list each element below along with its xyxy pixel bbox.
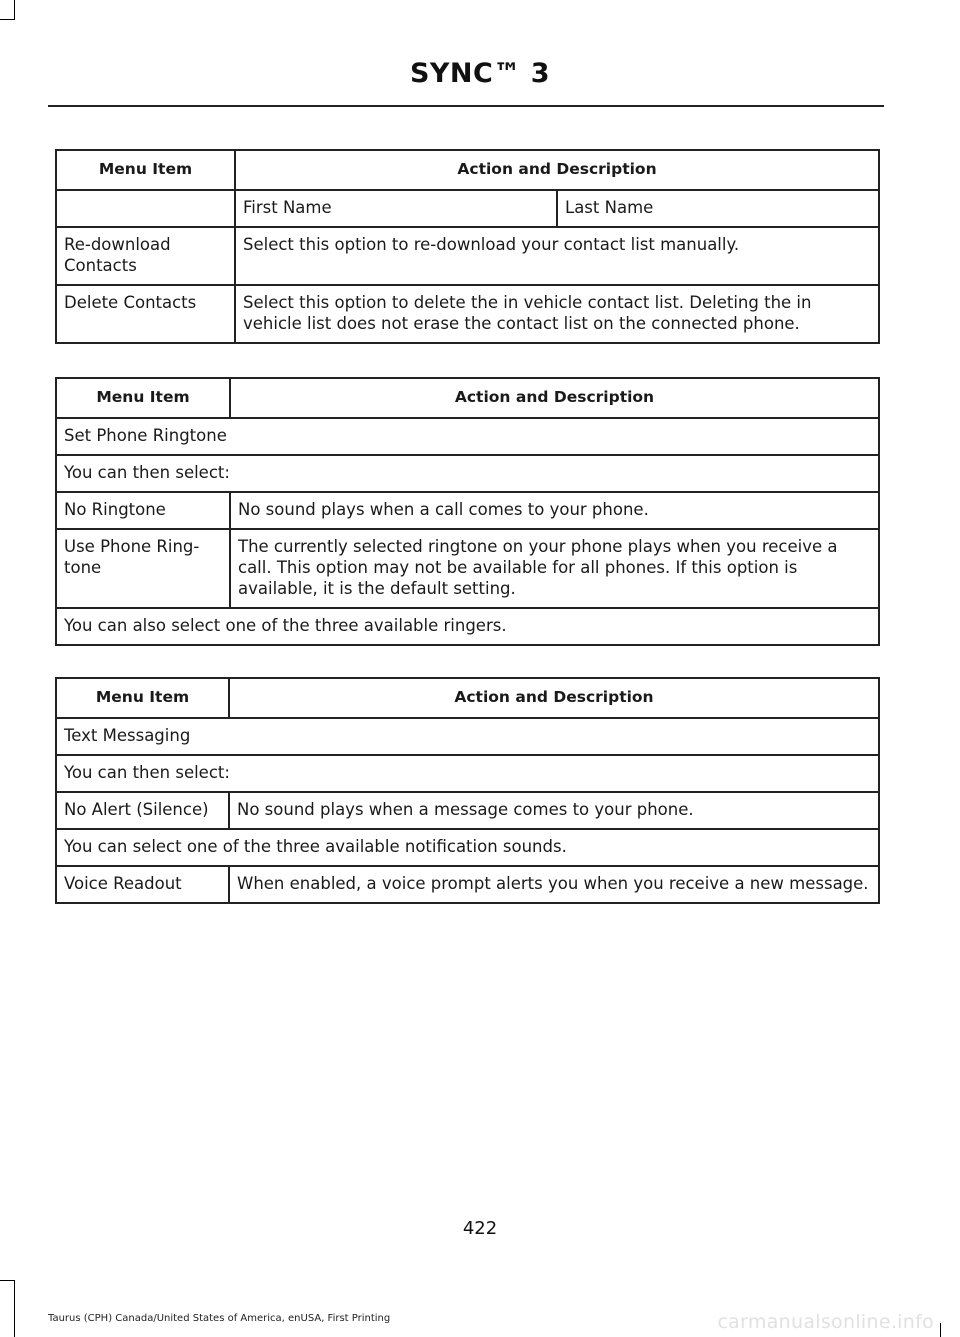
description-cell: The currently selected ringtone on your phone plays when you receive a call. This option may not be available for all phones. If this option is available, it is the default setting. xyxy=(230,529,879,608)
table-header-row xyxy=(56,678,879,718)
note-cell: You can also select one of the three available ringers. xyxy=(56,608,879,645)
watermark: carmanualsonline.info xyxy=(717,1311,934,1333)
menu-item-cell: Delete Contacts xyxy=(56,285,235,343)
page-number: 422 xyxy=(462,1218,498,1239)
table-row xyxy=(56,792,879,829)
footer-print-info: Taurus (CPH) Canada/United States of America, enUSA, First Printing xyxy=(48,1313,391,1324)
table-row xyxy=(56,455,879,492)
sort-option-last-name: Last Name xyxy=(557,190,879,227)
select-prompt-cell: You can then select: xyxy=(56,455,879,492)
table-row xyxy=(56,755,879,792)
column-header-action: Action and Description xyxy=(230,378,879,418)
table-row xyxy=(56,285,879,343)
header-divider xyxy=(48,105,884,107)
description-cell: No sound plays when a message comes to your phone. xyxy=(229,792,879,829)
column-header-menu-item: Menu Item xyxy=(56,150,235,190)
menu-item-cell: No Alert (Silence) xyxy=(56,792,229,829)
menu-item-cell: Re-download Contacts xyxy=(56,227,235,285)
description-cell: Select this option to delete the in vehicle contact list. Deleting the in vehicle list does not erase the contact list on the connected phone. xyxy=(235,285,879,343)
section-title-cell: Text Messaging xyxy=(56,718,879,755)
table-row xyxy=(56,718,879,755)
select-prompt-cell: You can then select: xyxy=(56,755,879,792)
sort-option-first-name: First Name xyxy=(235,190,557,227)
table-row xyxy=(56,492,879,529)
crop-mark xyxy=(14,0,15,20)
table-row xyxy=(56,418,879,455)
table-row xyxy=(56,608,879,645)
crop-mark xyxy=(14,1280,15,1337)
table-row xyxy=(56,190,879,227)
column-header-menu-item: Menu Item xyxy=(56,678,229,718)
crop-mark xyxy=(0,1280,15,1281)
table-header-row xyxy=(56,150,879,190)
crop-mark xyxy=(940,1323,941,1337)
table-header-row xyxy=(56,378,879,418)
table-row xyxy=(56,829,879,866)
text-messaging-table xyxy=(55,677,880,904)
table-row xyxy=(56,866,879,903)
description-cell: No sound plays when a call comes to your phone. xyxy=(230,492,879,529)
description-cell: Select this option to re-download your contact list manually. xyxy=(235,227,879,285)
crop-mark xyxy=(0,19,15,20)
description-cell: When enabled, a voice prompt alerts you when you receive a new message. xyxy=(229,866,879,903)
menu-item-cell: Use Phone Ring-tone xyxy=(56,529,230,608)
note-cell: You can select one of the three available notification sounds. xyxy=(56,829,879,866)
table-row xyxy=(56,227,879,285)
menu-item-cell: No Ringtone xyxy=(56,492,230,529)
section-title-cell: Set Phone Ringtone xyxy=(56,418,879,455)
empty-cell xyxy=(56,190,235,227)
column-header-menu-item: Menu Item xyxy=(56,378,230,418)
column-header-action: Action and Description xyxy=(235,150,879,190)
contacts-table xyxy=(55,149,880,344)
table-row xyxy=(56,529,879,608)
menu-item-cell: Voice Readout xyxy=(56,866,229,903)
ringtone-table xyxy=(55,377,880,646)
column-header-action: Action and Description xyxy=(229,678,879,718)
page-title: SYNC™ 3 xyxy=(409,58,551,89)
